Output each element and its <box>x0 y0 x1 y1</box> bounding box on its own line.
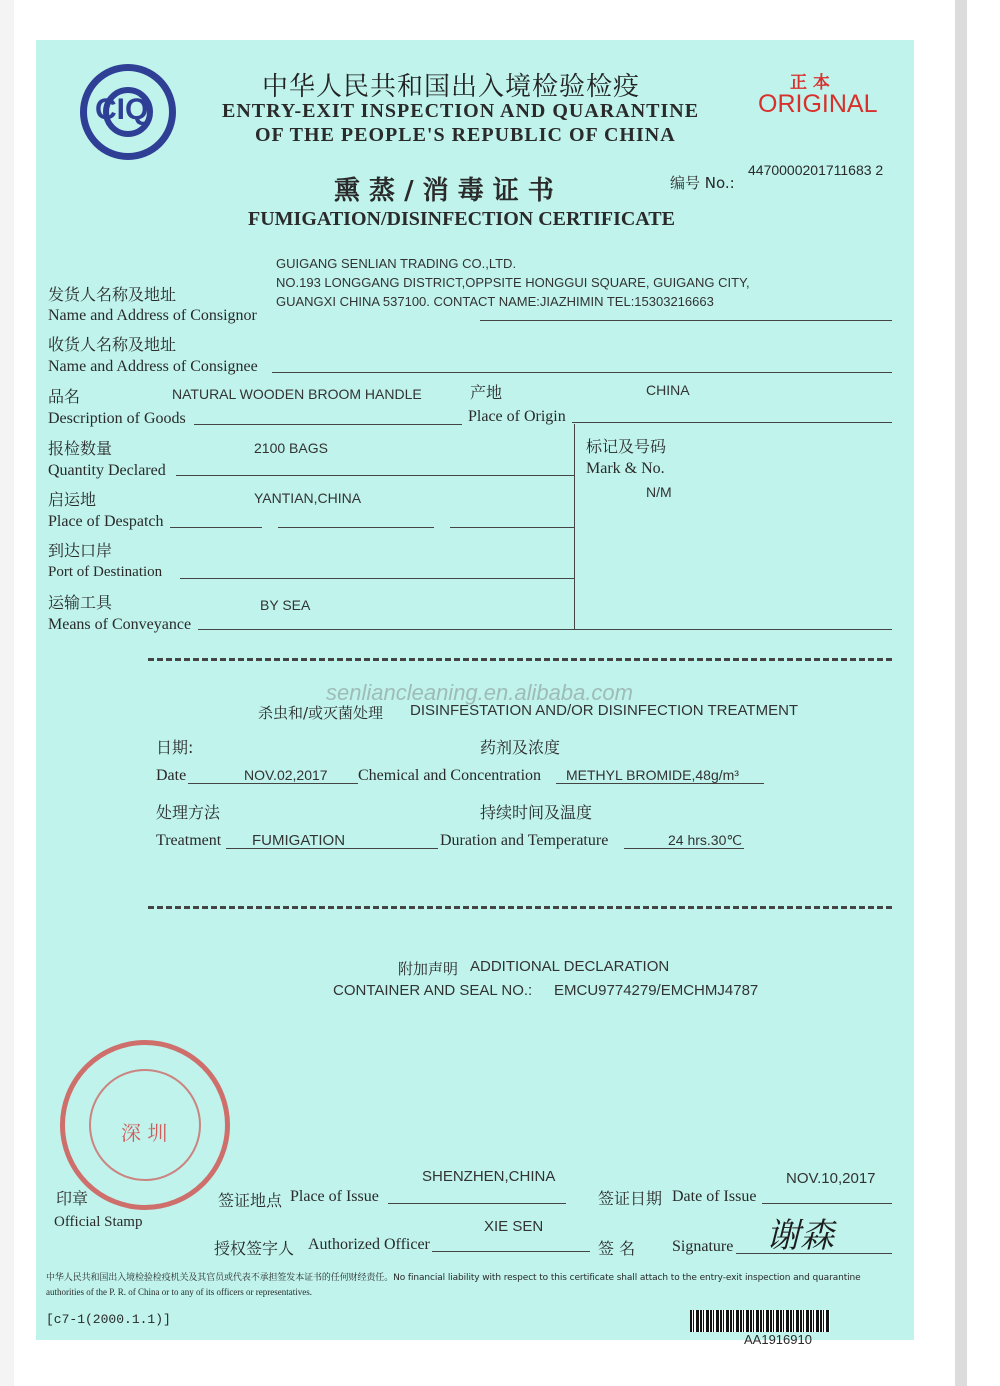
treatment-label-en: Treatment <box>156 832 222 849</box>
watermark: senliancleaning.en.alibaba.com <box>326 680 633 705</box>
stamp-center-text: 深 圳 <box>121 1121 168 1145</box>
conveyance-line <box>198 629 892 630</box>
consignor-value-2: NO.193 LONGGANG DISTRICT,OPPSITE HONGGUI SQUARE, GUIGANG CITY, <box>276 275 750 290</box>
container-value: EMCU9774279/EMCHMJ4787 <box>554 982 759 999</box>
quantity-label-en: Quantity Declared <box>48 462 166 479</box>
despatch-line <box>170 527 262 528</box>
page-edge-left <box>0 0 14 1386</box>
date-line <box>188 783 358 784</box>
origin-label-cn: 产地 <box>470 383 503 402</box>
page-edge-right <box>955 0 967 1386</box>
quantity-line <box>176 475 574 476</box>
additional-heading-en: ADDITIONAL DECLARATION <box>470 958 670 975</box>
goods-label-en: Description of Goods <box>48 410 186 427</box>
treatment-label-cn: 处理方法 <box>156 803 221 822</box>
despatch-label-en: Place of Despatch <box>48 513 164 530</box>
conveyance-label-cn: 运输工具 <box>48 593 113 612</box>
date-of-issue-cn: 签证日期 <box>598 1189 663 1208</box>
officer-label-en: Authorized Officer <box>308 1236 430 1253</box>
officer-label-cn: 授权签字人 <box>214 1239 295 1258</box>
chemical-label-en: Chemical and Concentration <box>358 767 542 784</box>
header-title-cn: 中华人民共和国出入境检验检疫 <box>262 72 641 102</box>
consignee-line <box>272 372 892 373</box>
serial-number: AA1916910 <box>744 1332 812 1347</box>
conveyance-value: BY SEA <box>260 597 311 613</box>
consignor-label-en: Name and Address of Consignor <box>48 307 257 324</box>
destination-line <box>180 578 574 579</box>
barcode-icon <box>690 1310 830 1332</box>
mark-value: N/M <box>646 484 672 500</box>
mark-label-cn: 标记及号码 <box>586 437 667 456</box>
disclaimer-line-2: authorities of the P. R. of China or to any of its officers or representatives. <box>46 1287 313 1297</box>
signature-line <box>736 1253 892 1254</box>
conveyance-label-en: Means of Conveyance <box>48 616 192 633</box>
certificate-title-cn: 熏 蒸 / 消 毒 证 书 <box>334 176 554 206</box>
duration-line <box>624 848 744 849</box>
date-of-issue-line <box>762 1203 892 1204</box>
signature-label-cn: 签 名 <box>598 1239 636 1258</box>
place-of-issue-en: Place of Issue <box>290 1188 379 1205</box>
consignee-label-cn: 收货人名称及地址 <box>48 335 177 354</box>
original-cn: 正 本 <box>790 73 830 93</box>
consignor-value-3: GUANGXI CHINA 537100. CONTACT NAME:JIAZHIMIN TEL:15303216663 <box>276 294 714 309</box>
section-divider-2 <box>148 906 892 909</box>
date-of-issue-en: Date of Issue <box>672 1188 757 1205</box>
container-label: CONTAINER AND SEAL NO.: <box>333 982 533 999</box>
despatch-line-2 <box>278 527 434 528</box>
date-label-cn: 日期: <box>156 738 194 757</box>
logo-text: CIQ <box>95 93 149 126</box>
date-label-en: Date <box>156 767 187 784</box>
origin-value: CHINA <box>646 382 690 398</box>
goods-line <box>194 424 462 425</box>
date-value: NOV.02,2017 <box>244 767 328 783</box>
place-of-issue-value: SHENZHEN,CHINA <box>422 1168 556 1185</box>
chemical-label-cn: 药剂及浓度 <box>480 738 561 757</box>
duration-label-en: Duration and Temperature <box>440 832 609 849</box>
consignee-label-en: Name and Address of Consignee <box>48 358 258 375</box>
consignor-line <box>480 320 892 321</box>
stamp-label-cn: 印章 <box>56 1189 89 1208</box>
origin-line <box>572 422 892 423</box>
original-en: ORIGINAL <box>758 90 878 118</box>
quantity-label-cn: 报检数量 <box>48 439 113 458</box>
stamp-label-en: Official Stamp <box>54 1214 143 1230</box>
goods-label-cn: 品名 <box>48 387 81 406</box>
form-code: [c7-1(2000.1.1)] <box>46 1312 171 1327</box>
certificate-title-en: FUMIGATION/DISINFECTION CERTIFICATE <box>248 208 675 230</box>
place-of-issue-line <box>388 1203 566 1204</box>
mark-label-en: Mark & No. <box>586 460 665 477</box>
header-title-en-1: ENTRY-EXIT INSPECTION AND QUARANTINE <box>222 100 700 122</box>
cert-number-value: 4470000201711683 2 <box>748 162 884 178</box>
chemical-line <box>556 783 764 784</box>
treatment-heading-cn: 杀虫和/或灭菌处理 <box>258 704 384 722</box>
cert-number-label: 编号 No.: <box>670 174 735 192</box>
ciq-logo-icon <box>80 64 176 160</box>
goods-value: NATURAL WOODEN BROOM HANDLE <box>172 386 422 402</box>
header-title-en-2: OF THE PEOPLE'S REPUBLIC OF CHINA <box>255 124 676 146</box>
consignor-value-1: GUIGANG SENLIAN TRADING CO.,LTD. <box>276 256 517 271</box>
duration-label-cn: 持续时间及温度 <box>480 803 593 822</box>
officer-line <box>432 1251 590 1252</box>
destination-label-cn: 到达口岸 <box>48 541 113 560</box>
officer-value: XIE SEN <box>484 1218 544 1235</box>
consignor-label-cn: 发货人名称及地址 <box>48 285 177 304</box>
quantity-value: 2100 BAGS <box>254 440 328 456</box>
section-divider-1 <box>148 658 892 661</box>
duration-value: 24 hrs.30℃ <box>668 832 743 848</box>
treatment-value: FUMIGATION <box>252 832 346 849</box>
treatment-heading-en: DISINFESTATION AND/OR DISINFECTION TREATMENT <box>410 702 799 719</box>
date-of-issue-value: NOV.10,2017 <box>786 1170 876 1187</box>
despatch-value: YANTIAN,CHINA <box>254 490 362 506</box>
despatch-label-cn: 启运地 <box>48 490 97 509</box>
chemical-value: METHYL BROMIDE,48g/m³ <box>566 767 739 783</box>
additional-heading-cn: 附加声明 <box>398 960 459 978</box>
disclaimer-line-1: 中华人民共和国出入境检验检疫机关及其官员或代表不承担签发本证书的任何财经责任。No financial liability with respect to this certificate shall attach to the entry-exit inspection and quarantine <box>46 1273 861 1283</box>
official-stamp <box>60 1040 230 1210</box>
signature-handwritten: 谢森 <box>766 1216 834 1256</box>
origin-label-en: Place of Origin <box>468 408 566 425</box>
destination-label-en: Port of Destination <box>48 564 163 580</box>
mark-divider <box>574 424 575 630</box>
place-of-issue-cn: 签证地点 <box>218 1191 283 1210</box>
signature-label-en: Signature <box>672 1238 734 1255</box>
treatment-line <box>226 848 438 849</box>
despatch-line-3 <box>450 527 574 528</box>
